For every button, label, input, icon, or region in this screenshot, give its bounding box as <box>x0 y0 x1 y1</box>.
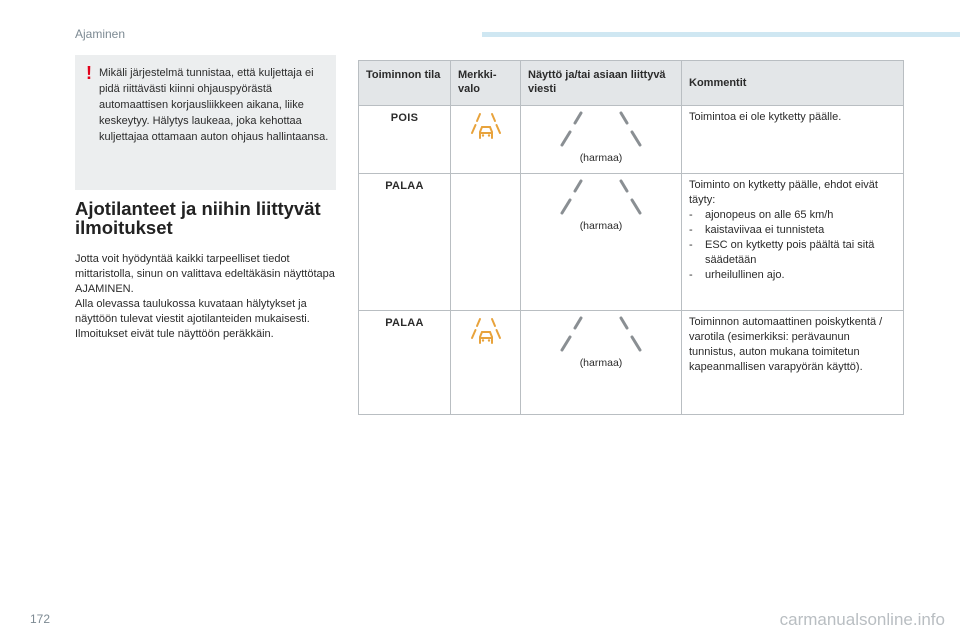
list-item: - ESC on kytketty pois päältä tai sitä säädetään <box>689 239 875 266</box>
display-caption: (harmaa) <box>579 357 623 369</box>
intro-text <box>75 252 345 342</box>
list-item: - urheilullinen ajo. <box>689 269 785 281</box>
conditions-list <box>689 208 898 283</box>
display-cell <box>521 106 682 174</box>
warning-box <box>75 55 336 190</box>
state-cell: POIS <box>359 106 451 174</box>
display-caption: (harmaa) <box>579 220 623 232</box>
state-cell: PALAA <box>359 174 451 311</box>
display-cell <box>521 174 682 311</box>
table-header-row <box>359 61 904 106</box>
page-number: 172 <box>30 612 51 626</box>
list-item: - kaistaviivaa ei tunnisteta <box>689 224 825 236</box>
header-comments: Kommentit <box>682 61 904 106</box>
table-row <box>359 106 904 174</box>
state-cell: PALAA <box>359 311 451 415</box>
watermark: carmanualsonline.info <box>779 610 945 629</box>
section-heading: Ajotilanteet ja niihin liittyvät ilmoitukset <box>75 198 321 238</box>
comment-cell <box>682 174 904 311</box>
table-row <box>359 311 904 415</box>
lane-lines-icon <box>556 315 646 355</box>
intro-paragraph: Alla olevassa taulukossa kuvataan hälytykset ja näyttöön tulevat viestit ajotilanteiden mukaisesti. <box>75 298 310 325</box>
lamp-cell <box>451 174 521 311</box>
alerts-table <box>358 60 904 415</box>
exclamation-icon: ! <box>86 63 92 83</box>
list-item: - ajonopeus on alle 65 km/h <box>689 209 834 221</box>
display-caption: (harmaa) <box>579 152 623 164</box>
comment-cell: Toiminnon automaattinen poiskytkentä / varotila (esimerkiksi: perävaunun tunnistus, auton mukana toimitetun kapeanmallisen varapyörän käyttö). <box>682 311 904 415</box>
header-state: Toiminnon tila <box>359 61 451 106</box>
table-row <box>359 174 904 311</box>
lane-lines-icon <box>556 110 646 150</box>
warning-text: Mikäli järjestelmä tunnistaa, että kuljettaja ei pidä riittävästi kiinni ohjauspyörästä automaattisen korjausliikkeen aikana, liike keskeytyy. Hälytys laukeaa, joka kehottaa kuljettajaa ottamaan auton ohjaus hallintaansa. <box>99 67 329 143</box>
intro-paragraph: Ilmoitukset eivät tule näyttöön peräkkäin. <box>75 328 274 340</box>
header-lamp: Merkki-valo <box>451 61 521 106</box>
lane-assist-warning-icon <box>469 317 503 347</box>
header-display: Näyttö ja/tai asiaan liittyvä viesti <box>521 61 682 106</box>
intro-paragraph: Jotta voit hyödyntää kaikki tarpeelliset tiedot mittaristolla, sinun on valittava edeltäkäsin näyttötapa AJAMINEN. <box>75 253 335 295</box>
header-accent-bar <box>482 32 960 37</box>
section-title: Ajaminen <box>75 27 126 41</box>
lamp-cell <box>451 106 521 174</box>
lane-lines-icon <box>556 178 646 218</box>
lane-assist-warning-icon <box>469 112 503 142</box>
display-cell <box>521 311 682 415</box>
lamp-cell <box>451 311 521 415</box>
comment-text: Toiminto on kytketty päälle, ehdot eivät täyty: <box>689 179 878 206</box>
comment-cell: Toimintoa ei ole kytketty päälle. <box>682 106 904 174</box>
